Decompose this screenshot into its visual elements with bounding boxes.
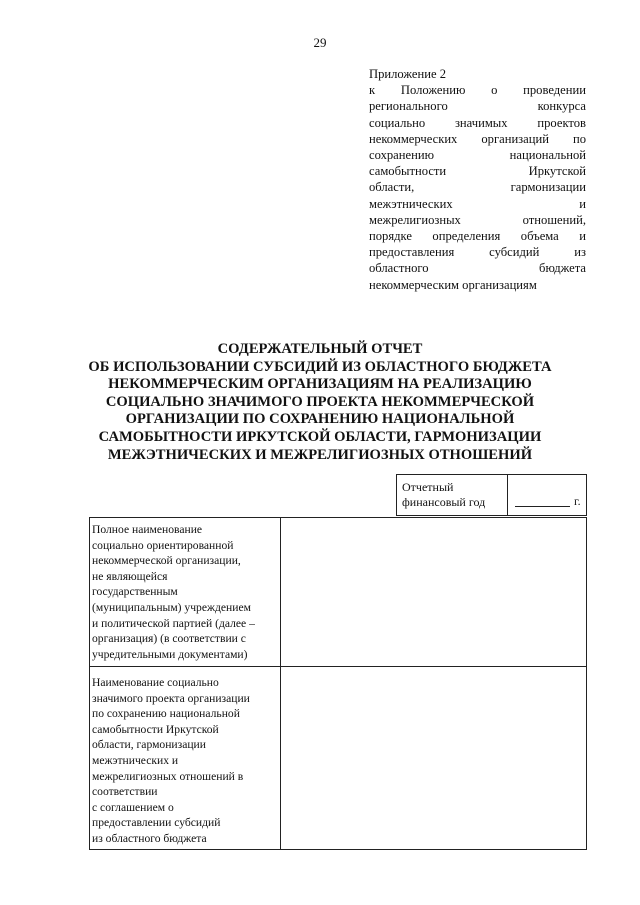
title-line: САМОБЫТНОСТИ ИРКУТСКОЙ ОБЛАСТИ, ГАРМОНИЗАЦИИ	[98, 428, 542, 445]
label-line: по сохранению национальной	[92, 707, 240, 721]
title-line: ОРГАНИЗАЦИИ ПО СОХРАНЕНИЮ НАЦИОНАЛЬНОЙ	[125, 411, 515, 428]
annex-line: межрелигиозных отношений,	[369, 212, 586, 227]
annex-line: социально значимых проектов	[369, 115, 586, 130]
organization-name-label	[90, 518, 281, 667]
annex-line: некоммерческих организаций по	[369, 131, 586, 146]
label-line: и политической партией (далее –	[92, 616, 255, 630]
label-line: (муниципальным) учреждением	[92, 600, 251, 614]
reporting-year-divider	[507, 475, 508, 515]
annex-line: порядке определения объема и	[369, 229, 586, 244]
title-line: МЕЖЭТНИЧЕСКИХ И МЕЖРЕЛИГИОЗНЫХ ОТНОШЕНИЙ	[107, 446, 533, 463]
label-line: межэтнических и	[92, 753, 179, 767]
title-line: НЕКОММЕРЧЕСКИМ ОРГАНИЗАЦИЯМ НА РЕАЛИЗАЦИЮ	[108, 376, 532, 393]
label-line: межрелигиозных отношений в	[92, 769, 244, 783]
annex-line: к Положению о проведении	[369, 83, 586, 98]
label-line: некоммерческой организации,	[92, 554, 241, 568]
title-line: СОДЕРЖАТЕЛЬНЫЙ ОТЧЕТ	[217, 341, 423, 357]
annex-line: некоммерческим организациям	[369, 277, 537, 292]
report-title	[60, 341, 580, 464]
label-line: значимого проекта организации	[92, 691, 250, 705]
reporting-year-suffix: г.	[574, 494, 581, 508]
annex-line: регионального конкурса	[369, 99, 586, 114]
label-line: области, гармонизации	[92, 738, 206, 752]
page-number: 29	[313, 35, 327, 50]
reporting-year-label-line: финансовый год	[402, 495, 486, 509]
label-line: самобытности Иркутской	[92, 722, 219, 736]
annex-line: самобытности Иркутской	[369, 164, 586, 179]
annex-line: областного бюджета	[369, 261, 586, 276]
project-name-field[interactable]	[281, 667, 587, 850]
annex-reference	[369, 66, 586, 293]
label-line: социально ориентированной	[92, 538, 234, 552]
reporting-year-field[interactable]	[515, 494, 570, 507]
label-line: с соглашением о	[92, 800, 174, 814]
reporting-year-box	[396, 474, 587, 516]
reporting-year-label-line: Отчетный	[402, 480, 454, 494]
table-row	[90, 667, 587, 850]
annex-line: Приложение 2	[369, 67, 447, 81]
label-line: предоставлении субсидий	[92, 816, 221, 830]
organization-name-field[interactable]	[281, 518, 587, 667]
table-row	[90, 518, 587, 667]
report-form-table	[89, 517, 587, 850]
label-line: учредительными документами)	[92, 647, 248, 661]
label-line: организация) (в соответствии с	[92, 632, 246, 646]
annex-line: предоставления субсидий из	[369, 245, 586, 260]
title-line: ОБ ИСПОЛЬЗОВАНИИ СУБСИДИЙ ИЗ ОБЛАСТНОГО БЮДЖЕТА	[88, 358, 552, 375]
project-name-label	[90, 667, 281, 850]
annex-line: межэтнических и	[369, 196, 586, 211]
label-line: государственным	[92, 585, 178, 599]
label-line: Полное наименование	[92, 523, 203, 536]
label-line: соответствии	[92, 785, 158, 799]
reporting-year-label	[402, 480, 485, 510]
label-line: Наименование социально	[92, 676, 219, 689]
annex-line: области, гармонизации	[369, 180, 586, 195]
title-line: СОЦИАЛЬНО ЗНАЧИМОГО ПРОЕКТА НЕКОММЕРЧЕСКОЙ	[105, 393, 535, 410]
label-line: из областного бюджета	[92, 831, 207, 845]
label-line: не являющейся	[92, 569, 168, 583]
annex-line: сохранению национальной	[369, 148, 586, 163]
